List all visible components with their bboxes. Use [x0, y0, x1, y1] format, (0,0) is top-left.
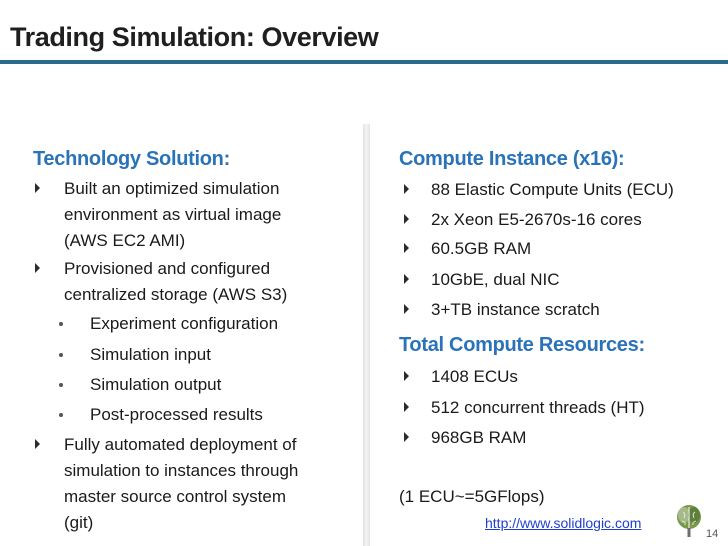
triangle-bullet-icon	[404, 402, 409, 412]
dot-bullet-icon	[59, 413, 63, 417]
triangle-bullet-icon	[404, 214, 409, 224]
bullet-line: environment as virtual image	[64, 205, 282, 224]
bullet-line: (AWS EC2 AMI)	[64, 231, 186, 250]
page-number: 14	[706, 528, 719, 540]
company-link[interactable]: http://www.solidlogic.com	[485, 515, 642, 531]
title-divider	[0, 60, 728, 64]
left-bullet-3	[64, 432, 298, 536]
triangle-bullet-icon	[35, 439, 40, 449]
bullet-line: simulation to instances through	[64, 461, 299, 480]
compute-instance-heading: Compute Instance (x16):	[399, 148, 625, 170]
sub-bullet-experiment-configuration: Experiment configuration	[90, 314, 279, 333]
compute-item-xeon: 2x Xeon E5-2670s-16 cores	[431, 210, 642, 229]
bullet-line: Built an optimized simulation	[64, 179, 280, 198]
dot-bullet-icon	[59, 383, 63, 387]
triangle-bullet-icon	[404, 371, 409, 381]
left-bullet-1	[64, 176, 281, 254]
bullet-line: Provisioned and configured	[64, 259, 271, 278]
ecu-note: (1 ECU~=5GFlops)	[399, 487, 545, 506]
triangle-bullet-icon	[35, 263, 40, 273]
compute-item-network: 10GbE, dual NIC	[431, 270, 560, 289]
total-item-threads: 512 concurrent threads (HT)	[431, 398, 645, 417]
dot-bullet-icon	[59, 353, 63, 357]
triangle-bullet-icon	[404, 243, 409, 253]
compute-item-ram: 60.5GB RAM	[431, 239, 532, 258]
sub-bullet-simulation-output: Simulation output	[90, 375, 222, 394]
total-item-ram: 968GB RAM	[431, 428, 527, 447]
compute-item-scratch: 3+TB instance scratch	[431, 300, 600, 319]
triangle-bullet-icon	[404, 304, 409, 314]
sub-bullet-post-processed-results: Post-processed results	[90, 405, 263, 424]
left-bullet-2	[64, 256, 287, 308]
technology-solution-heading: Technology Solution:	[33, 148, 230, 170]
triangle-bullet-icon	[404, 432, 409, 442]
slide-title: Trading Simulation: Overview	[10, 22, 379, 52]
triangle-bullet-icon	[35, 183, 40, 193]
triangle-bullet-icon	[404, 184, 409, 194]
bullet-line: centralized storage (AWS S3)	[64, 285, 288, 304]
column-divider	[363, 124, 370, 546]
triangle-bullet-icon	[404, 274, 409, 284]
sub-bullet-simulation-input: Simulation input	[90, 345, 211, 364]
brain-tree-logo-icon	[676, 504, 702, 538]
bullet-line: Fully automated deployment of	[64, 435, 297, 454]
compute-item-ecu: 88 Elastic Compute Units (ECU)	[431, 180, 674, 199]
bullet-line: master source control system	[64, 487, 287, 506]
bullet-line: (git)	[64, 513, 94, 532]
total-item-ecus: 1408 ECUs	[431, 367, 518, 386]
total-compute-resources-heading: Total Compute Resources:	[399, 334, 645, 356]
dot-bullet-icon	[59, 322, 63, 326]
